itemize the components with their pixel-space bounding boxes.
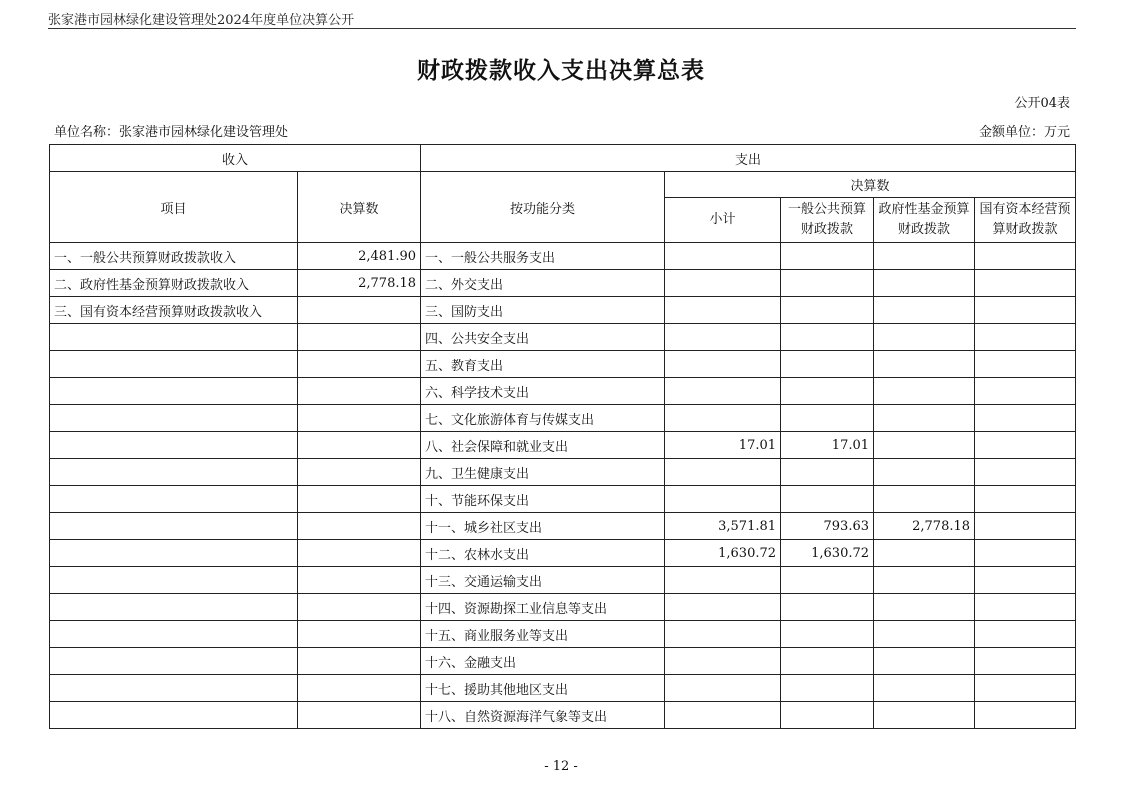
subtotal-cell	[665, 675, 781, 702]
subtotal-cell	[665, 567, 781, 594]
fund-budget-cell	[874, 405, 975, 432]
income-amount-cell: 2,481.90	[298, 243, 421, 270]
state-capital-cell	[975, 594, 1076, 621]
table-row	[50, 621, 1076, 648]
income-amount-cell: 2,778.18	[298, 270, 421, 297]
col-header-general: 一般公共预算财政拨款	[781, 198, 874, 243]
expense-item-cell: 四、公共安全支出	[421, 324, 665, 351]
running-header: 张家港市园林绿化建设管理处2024年度单位决算公开	[48, 13, 355, 28]
fund-budget-cell	[874, 648, 975, 675]
subtotal-cell	[665, 486, 781, 513]
fund-budget-cell	[874, 324, 975, 351]
header-row-groups	[50, 145, 1076, 172]
income-amount-cell	[298, 351, 421, 378]
state-capital-cell	[975, 540, 1076, 567]
income-item-cell: 一、一般公共预算财政拨款收入	[50, 243, 298, 270]
income-amount-cell	[298, 648, 421, 675]
expense-item-cell: 十一、城乡社区支出	[421, 513, 665, 540]
state-capital-cell	[975, 243, 1076, 270]
col-header-function-class: 按功能分类	[421, 172, 665, 243]
general-budget-cell	[781, 405, 874, 432]
table-row	[50, 594, 1076, 621]
state-capital-cell	[975, 621, 1076, 648]
expense-item-cell: 十三、交通运输支出	[421, 567, 665, 594]
fund-budget-cell	[874, 594, 975, 621]
general-budget-cell	[781, 459, 874, 486]
col-header-state-capital: 国有资本经营预算财政拨款	[975, 198, 1076, 243]
table-row	[50, 459, 1076, 486]
income-amount-cell	[298, 405, 421, 432]
table-row	[50, 432, 1076, 459]
general-budget-cell	[781, 621, 874, 648]
expense-item-cell: 十四、资源勘探工业信息等支出	[421, 594, 665, 621]
income-amount-cell	[298, 621, 421, 648]
state-capital-cell	[975, 513, 1076, 540]
page-number: - 12 -	[544, 759, 578, 774]
subtotal-cell	[665, 378, 781, 405]
state-capital-cell	[975, 648, 1076, 675]
income-amount-cell	[298, 378, 421, 405]
general-budget-cell	[781, 378, 874, 405]
subtotal-cell	[665, 243, 781, 270]
table-row	[50, 513, 1076, 540]
expense-item-cell: 十七、援助其他地区支出	[421, 675, 665, 702]
income-item-cell	[50, 675, 298, 702]
table-row	[50, 405, 1076, 432]
expense-item-cell: 十二、农林水支出	[421, 540, 665, 567]
general-budget-cell	[781, 243, 874, 270]
income-item-cell	[50, 378, 298, 405]
table-row	[50, 567, 1076, 594]
income-item-cell	[50, 540, 298, 567]
expense-item-cell: 十六、金融支出	[421, 648, 665, 675]
subtotal-cell	[665, 324, 781, 351]
state-capital-cell	[975, 378, 1076, 405]
fund-budget-cell	[874, 297, 975, 324]
table-row	[50, 540, 1076, 567]
table-row	[50, 486, 1076, 513]
expense-item-cell: 六、科学技术支出	[421, 378, 665, 405]
income-item-cell	[50, 621, 298, 648]
table-row	[50, 702, 1076, 729]
income-item-cell	[50, 486, 298, 513]
state-capital-cell	[975, 270, 1076, 297]
state-capital-cell	[975, 351, 1076, 378]
general-budget-cell: 1,630.72	[781, 540, 874, 567]
income-amount-cell	[298, 324, 421, 351]
subtotal-cell	[665, 459, 781, 486]
state-capital-cell	[975, 675, 1076, 702]
general-budget-cell	[781, 675, 874, 702]
income-item-cell	[50, 405, 298, 432]
fund-budget-cell	[874, 432, 975, 459]
table-row	[50, 351, 1076, 378]
subtotal-cell	[665, 648, 781, 675]
header-row-columns	[50, 172, 1076, 198]
general-budget-cell	[781, 297, 874, 324]
table-row	[50, 297, 1076, 324]
income-item-cell	[50, 351, 298, 378]
income-item-cell: 三、国有资本经营预算财政拨款收入	[50, 297, 298, 324]
income-group-header: 收入	[50, 145, 421, 172]
expense-item-cell: 七、文化旅游体育与传媒支出	[421, 405, 665, 432]
state-capital-cell	[975, 459, 1076, 486]
general-budget-cell: 793.63	[781, 513, 874, 540]
form-code: 公开04表	[1014, 96, 1070, 111]
income-amount-cell	[298, 513, 421, 540]
state-capital-cell	[975, 432, 1076, 459]
general-budget-cell: 17.01	[781, 432, 874, 459]
state-capital-cell	[975, 702, 1076, 729]
unit-name: 单位名称：张家港市园林绿化建设管理处	[54, 125, 289, 140]
col-header-final-amount: 决算数	[298, 172, 421, 243]
fund-budget-cell	[874, 621, 975, 648]
expense-item-cell: 二、外交支出	[421, 270, 665, 297]
table-row	[50, 378, 1076, 405]
subtotal-cell	[665, 702, 781, 729]
general-budget-cell	[781, 270, 874, 297]
subtotal-cell	[665, 594, 781, 621]
income-amount-cell	[298, 702, 421, 729]
fund-budget-cell	[874, 459, 975, 486]
subtotal-cell	[665, 351, 781, 378]
subtotal-cell: 3,571.81	[665, 513, 781, 540]
expense-item-cell: 九、卫生健康支出	[421, 459, 665, 486]
fund-budget-cell	[874, 486, 975, 513]
expense-item-cell: 一、一般公共服务支出	[421, 243, 665, 270]
fund-budget-cell	[874, 270, 975, 297]
general-budget-cell	[781, 351, 874, 378]
income-amount-cell	[298, 567, 421, 594]
income-item-cell	[50, 567, 298, 594]
income-amount-cell	[298, 432, 421, 459]
subtotal-cell	[665, 297, 781, 324]
general-budget-cell	[781, 594, 874, 621]
amount-unit: 金额单位：万元	[978, 125, 1070, 140]
table-row	[50, 270, 1076, 297]
general-budget-cell	[781, 324, 874, 351]
state-capital-cell	[975, 405, 1076, 432]
subtotal-cell: 17.01	[665, 432, 781, 459]
page-title: 财政拨款收入支出决算总表	[417, 58, 705, 84]
expense-item-cell: 十五、商业服务业等支出	[421, 621, 665, 648]
general-budget-cell	[781, 702, 874, 729]
budget-summary-table	[49, 144, 1076, 729]
state-capital-cell	[975, 297, 1076, 324]
fund-budget-cell	[874, 540, 975, 567]
income-item-cell	[50, 702, 298, 729]
income-item-cell	[50, 432, 298, 459]
state-capital-cell	[975, 324, 1076, 351]
expense-item-cell: 五、教育支出	[421, 351, 665, 378]
expense-item-cell: 八、社会保障和就业支出	[421, 432, 665, 459]
income-amount-cell	[298, 594, 421, 621]
header-rule	[48, 28, 1076, 29]
income-item-cell: 二、政府性基金预算财政拨款收入	[50, 270, 298, 297]
col-header-fund: 政府性基金预算财政拨款	[874, 198, 975, 243]
fund-budget-cell: 2,778.18	[874, 513, 975, 540]
fund-budget-cell	[874, 351, 975, 378]
subtotal-cell	[665, 405, 781, 432]
subtotal-cell: 1,630.72	[665, 540, 781, 567]
income-item-cell	[50, 513, 298, 540]
income-item-cell	[50, 648, 298, 675]
table-row	[50, 675, 1076, 702]
income-amount-cell	[298, 675, 421, 702]
subtotal-cell	[665, 621, 781, 648]
general-budget-cell	[781, 567, 874, 594]
fund-budget-cell	[874, 675, 975, 702]
state-capital-cell	[975, 567, 1076, 594]
subtotal-cell	[665, 270, 781, 297]
expense-group-header: 支出	[421, 145, 1076, 172]
income-amount-cell	[298, 540, 421, 567]
expense-item-cell: 十、节能环保支出	[421, 486, 665, 513]
state-capital-cell	[975, 486, 1076, 513]
income-item-cell	[50, 594, 298, 621]
fund-budget-cell	[874, 243, 975, 270]
fund-budget-cell	[874, 702, 975, 729]
table-row	[50, 648, 1076, 675]
col-header-final-group: 决算数	[665, 172, 1076, 198]
income-item-cell	[50, 459, 298, 486]
col-header-subtotal: 小计	[665, 198, 781, 243]
fund-budget-cell	[874, 567, 975, 594]
table-row	[50, 243, 1076, 270]
income-amount-cell	[298, 459, 421, 486]
general-budget-cell	[781, 486, 874, 513]
table-row	[50, 324, 1076, 351]
income-amount-cell	[298, 297, 421, 324]
col-header-item: 项目	[50, 172, 298, 243]
income-amount-cell	[298, 486, 421, 513]
general-budget-cell	[781, 648, 874, 675]
fund-budget-cell	[874, 378, 975, 405]
expense-item-cell: 三、国防支出	[421, 297, 665, 324]
expense-item-cell: 十八、自然资源海洋气象等支出	[421, 702, 665, 729]
income-item-cell	[50, 324, 298, 351]
